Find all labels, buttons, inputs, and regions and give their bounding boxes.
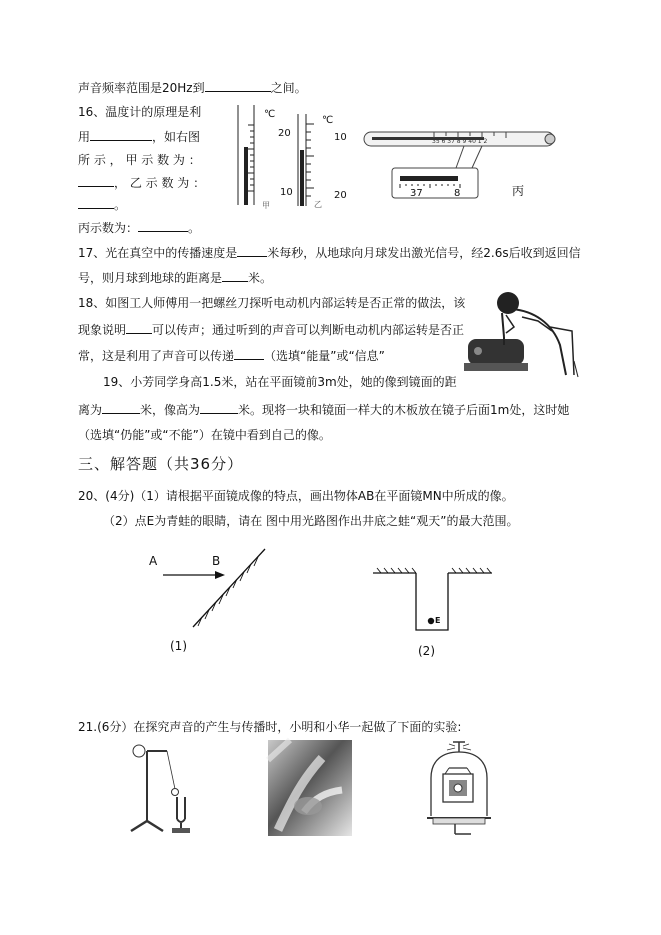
q19-line2-mid: 米，像高为 <box>140 403 201 417</box>
therm-bing-zoom-left: 37 <box>410 188 423 199</box>
q19-line2-post: 米。现将一块和镜面一样大的木板放在镜子后面1m处，这时她 <box>238 403 570 417</box>
q16-yi-blank[interactable] <box>78 196 114 209</box>
therm-yi-bottom: 20 <box>334 190 347 201</box>
q17-line1 <box>78 244 581 261</box>
q16-line6-pre: 丙示数为： <box>78 221 139 235</box>
q18-line3-post: （选填“能量”或“信息” <box>264 349 385 363</box>
q19-line2 <box>78 401 569 418</box>
q19-image-height-blank[interactable] <box>200 401 238 414</box>
q16-line4-post: ， 乙 示 数 为 ： <box>114 176 206 190</box>
q18-line3 <box>78 347 385 364</box>
point-a-label: A <box>149 554 158 568</box>
tuning-fork-stand <box>127 737 207 835</box>
q17-line1-pre: 17、光在真空中的传播速度是 <box>78 246 238 260</box>
therm-jia-bottom: 10 <box>280 187 293 198</box>
q20-line1: 20、(4分)（1）请根据平面镜成像的特点，画出物体AB在平面镜MN中所成的像。 <box>78 489 514 503</box>
therm-yi-unit: ℃ <box>322 115 334 126</box>
therm-bing-scale: 35 6 37 8 9 40 1 2 <box>432 138 488 145</box>
q16-principle-blank[interactable] <box>90 128 152 141</box>
q17-line1-post: 米每秒，从地球向月球发出激光信号，经2.6s后收到返回信 <box>267 246 581 260</box>
q16-line6 <box>78 219 200 236</box>
q19-line3: （选填“仍能”或“不能”）在镜中看到自己的像。 <box>78 428 331 442</box>
thermometer-jia <box>234 105 264 205</box>
worker-motor-illustration <box>462 287 582 379</box>
point-b-label: B <box>212 554 221 568</box>
therm-jia-unit: ℃ <box>264 109 276 120</box>
q18-line3-pre: 常，这是利用了声音可以传递 <box>78 349 235 363</box>
q20-line2: （2）点E为青蛙的眼睛，请在 图中用光路图作出井底之蛙“观天”的最大范围。 <box>103 514 519 528</box>
section-title: 三、解答题（共36分） <box>78 455 244 473</box>
q17-speed-blank[interactable] <box>237 244 267 257</box>
q16-line5 <box>78 196 126 213</box>
q18-info-blank[interactable] <box>234 347 264 360</box>
q16-line3: 所 示 ， 甲 示 数 为 ： <box>78 153 201 167</box>
q16-bing-blank[interactable] <box>138 219 188 232</box>
q17-line2 <box>78 269 272 286</box>
q18-line2-post: 可以传声；通过听到的声音可以判断电动机内部运转是否正 <box>152 323 465 337</box>
q19-line1: 19、小芳同学身高1.5米，站在平面镜前3m处，她的像到镜面的距 <box>103 375 457 389</box>
q17-distance-blank[interactable] <box>222 269 248 282</box>
q17-line2-post: 米。 <box>248 271 273 285</box>
q16-line4 <box>78 174 205 191</box>
q16-line6-post: 。 <box>188 221 201 235</box>
point-e-label: E <box>435 616 441 625</box>
q21-line1: 21.(6分）在探究声音的产生与传播时，小明和小华一起做了下面的实验: <box>78 720 462 734</box>
therm-bing-zoom-right: 8 <box>454 188 461 199</box>
fig2-caption: (2) <box>418 644 435 658</box>
bell-jar-apparatus <box>425 738 491 838</box>
q15-text-pre: 声音频率范围是20Hz到 <box>78 81 205 95</box>
q18-medium-blank[interactable] <box>126 321 152 334</box>
q16-line1: 16、温度计的原理是利 <box>78 105 202 119</box>
q16-line5-post: 。 <box>114 198 127 212</box>
q15-text-post: 之间。 <box>270 81 307 95</box>
well-diagram <box>370 566 495 636</box>
q15-tail <box>78 79 307 96</box>
q19-line2-pre: 离为 <box>78 403 103 417</box>
mirror-diagram <box>145 545 270 633</box>
q15-answer-blank[interactable] <box>205 79 271 92</box>
q17-line2-pre: 号，则月球到地球的距离是 <box>78 271 223 285</box>
q16-line2-pre: 用 <box>78 130 91 144</box>
throat-photo <box>268 740 352 836</box>
q16-jia-blank[interactable] <box>78 174 114 187</box>
q16-line2 <box>78 128 200 145</box>
therm-yi-top: 10 <box>334 132 347 143</box>
q18-line1: 18、如图工人师傅用一把螺丝刀探听电动机内部运转是否正常的做法，该 <box>78 296 466 310</box>
therm-jia-label: 甲 <box>262 201 270 210</box>
therm-yi-label: 乙 <box>314 200 322 209</box>
q18-line2-pre: 现象说明 <box>78 323 127 337</box>
q16-line2-post: ，如右图 <box>152 130 201 144</box>
therm-jia-top: 20 <box>278 128 291 139</box>
q19-image-distance-blank[interactable] <box>102 401 140 414</box>
therm-bing-label: 丙 <box>512 184 525 198</box>
q18-line2 <box>78 321 464 338</box>
fig1-caption: (1) <box>170 639 187 653</box>
